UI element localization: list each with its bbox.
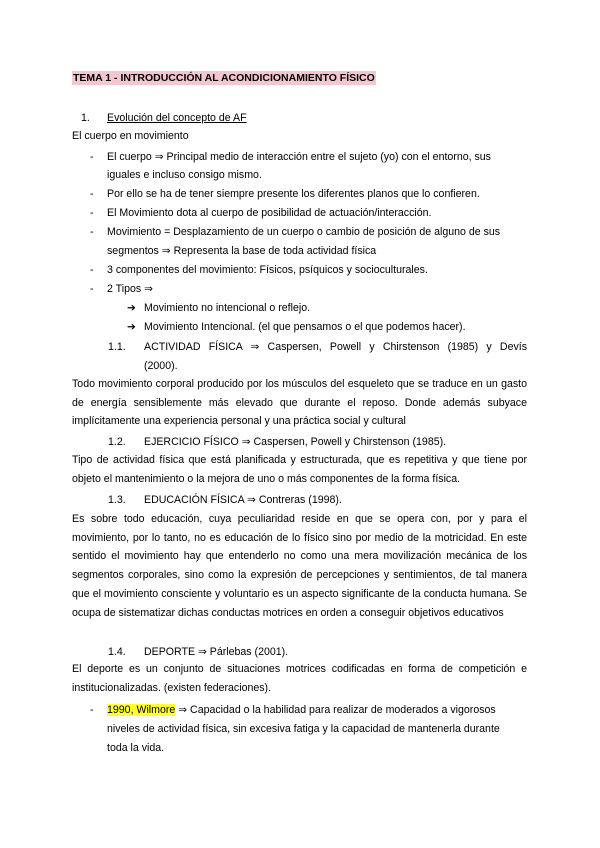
dash-bullet: - — [90, 226, 94, 238]
dash-bullet: - — [90, 207, 94, 219]
sub-bullet-text: Movimiento no intencional o reflejo. — [144, 302, 311, 314]
bullet-text: El Movimiento dota al cuerpo de posibilidad de actuación/interacción. — [107, 207, 432, 219]
bullet-text: 3 componentes del movimiento: Físicos, psíquicos y socioculturales. — [107, 264, 428, 276]
bullet-text: Por ello se ha de tener siempre presente los diferentes planos que lo confieren. — [107, 188, 480, 200]
subsection-number: 1.4. — [108, 646, 126, 658]
section-number: 1. — [81, 112, 90, 124]
dash-bullet: - — [90, 151, 94, 163]
subsection-number: 1.1. — [108, 341, 126, 353]
dash-bullet: - — [90, 264, 94, 276]
bullet-text: Movimiento = Desplazamiento de un cuerpo o cambio de posición de alguno de sus — [107, 226, 501, 238]
subheading: El cuerpo en movimiento — [72, 130, 189, 142]
dash-bullet: - — [90, 704, 94, 716]
definition-line — [107, 703, 496, 717]
definition-text: ⇒ Capacidad o la habilidad para realizar de moderados a vigorosos — [175, 704, 496, 716]
bullet-text: El cuerpo ⇒ Principal medio de interacción entre el sujeto (yo) con el entorno, sus — [107, 151, 491, 163]
subsection-heading: DEPORTE ⇒ Párlebas (2001). — [144, 646, 289, 658]
bullet-text: 2 Tipos ⇒ — [107, 283, 153, 295]
arrow-bullet-icon: ➔ — [127, 302, 136, 314]
subsection-number: 1.3. — [108, 494, 126, 506]
subsection-heading: EJERCICIO FÍSICO ⇒ Caspersen, Powell y Chirstenson (1985). — [144, 436, 447, 448]
definition-text: niveles de actividad física, sin excesiva fatiga y la capacidad de mantenerla durante — [107, 723, 500, 735]
dash-bullet: - — [90, 188, 94, 200]
paragraph: Es sobre todo educación, cuya peculiaridad reside en que se opera con, por y para el movimiento, por lo tanto, no es educación de lo físico sino por medio de la motricidad. En este sentido el movimiento hay que entenderlo no como una mera movilización mecánica de los segmentos corporales, sino como la expresión de percepciones y sentimientos, de tal manera que el movimiento consciente y voluntario es un aspecto significante de la conducta humana. Se ocupa de sistematizar dichas conductas motrices en orden a conseguir objetivos educativos — [72, 513, 527, 619]
paragraph: El deporte es un conjunto de situaciones motrices codificadas en forma de competición e institucionalizadas. (existen federaciones). — [72, 663, 527, 694]
highlighted-citation: 1990, Wilmore — [107, 704, 176, 716]
subsection-heading: ACTIVIDAD FÍSICA ⇒ Caspersen, Powell y Chirstenson (1985) y Devís — [144, 341, 527, 353]
section-heading: Evolución del concepto de AF — [107, 112, 247, 124]
arrow-bullet-icon: ➔ — [127, 321, 136, 333]
subsection-heading-cont: (2000). — [144, 360, 178, 372]
bullet-text: segmentos ⇒ Representa la base de toda actividad física — [107, 245, 377, 257]
dash-bullet: - — [90, 283, 94, 295]
subsection-heading: EDUCACIÓN FÍSICA ⇒ Contreras (1998). — [144, 494, 342, 506]
page-title: TEMA 1 - INTRODUCCIÓN AL ACONDICIONAMIENTO FÍSICO — [73, 72, 375, 84]
definition-text: toda la vida. — [107, 742, 165, 754]
paragraph: Tipo de actividad física que está planificada y estructurada, que es repetitiva y que tiene por objeto el mantenimiento o la mejora de uno o más componentes de la forma física. — [72, 454, 527, 485]
paragraph: Todo movimiento corporal producido por los músculos del esqueleto que se traduce en un gasto de energía sensiblemente más elevado que durante el reposo. Donde además subyace implícitamente una experiencia personal y una práctica social y cultural — [72, 378, 527, 428]
sub-bullet-text: Movimiento Intencional. (el que pensamos o el que podemos hacer). — [144, 321, 466, 333]
bullet-text: iguales e incluso consigo mismo. — [107, 169, 262, 181]
subsection-number: 1.2. — [108, 436, 126, 448]
